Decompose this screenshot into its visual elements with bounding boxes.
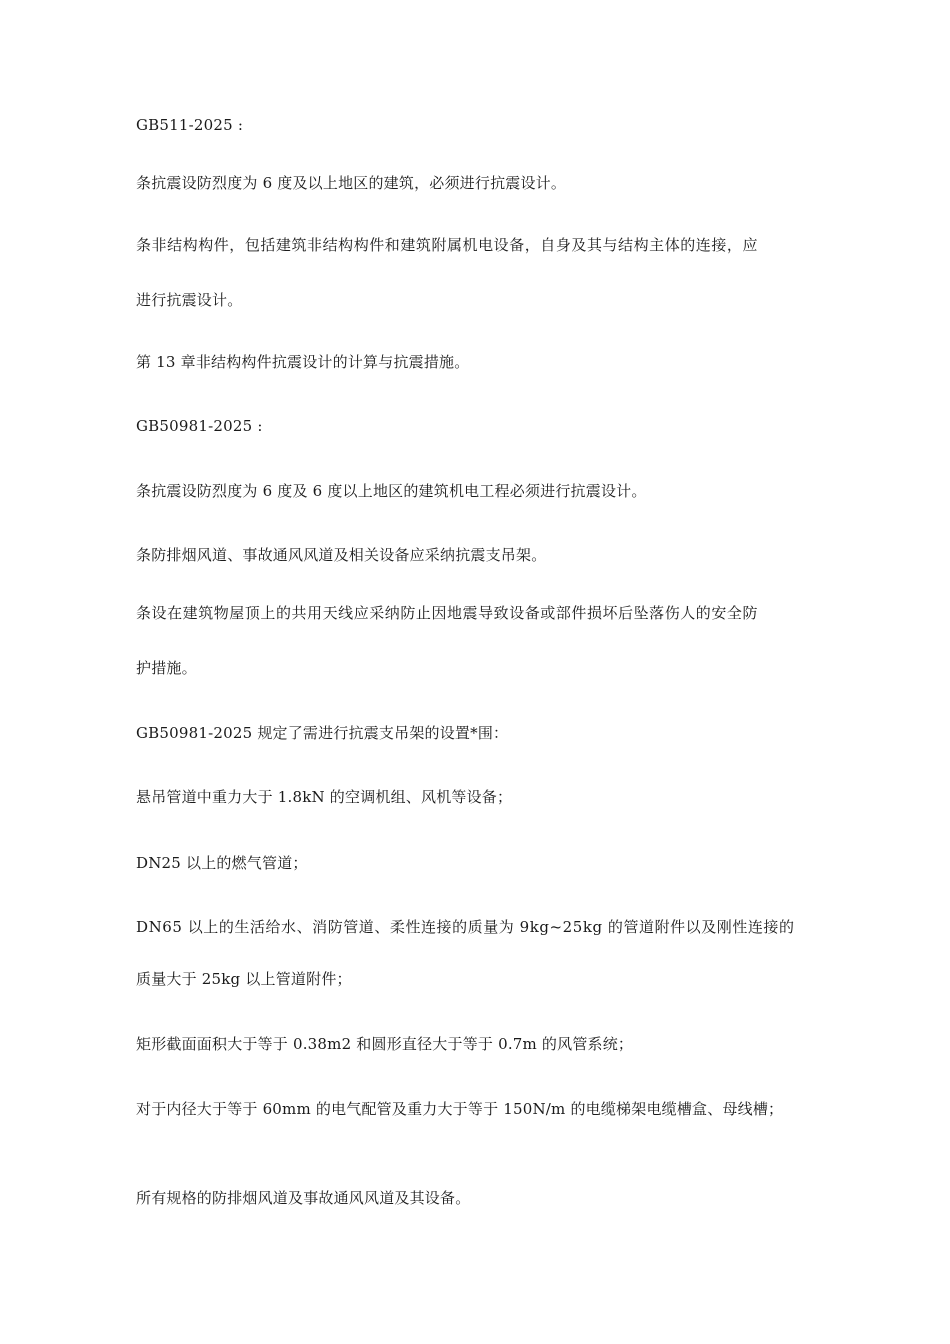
standard-heading-gb50981: GB50981-2025 : bbox=[136, 417, 263, 435]
list-item-continuation: 质量大于 25kg 以上管道附件； bbox=[136, 970, 352, 988]
list-item: 对于内径大于等于 60mm 的电气配管及重力大于等于 150N/m 的电缆梯架电缆槽盒、母线槽； bbox=[136, 1100, 784, 1118]
paragraph-line: 条非结构构件，包括建筑非结构构件和建筑附属机电设备，自身及其与结构主体的连接，应 bbox=[136, 236, 759, 254]
paragraph-line: GB50981-2025 规定了需进行抗震支吊架的设置*围： bbox=[136, 724, 509, 742]
standard-heading-gb511: GB511-2025 : bbox=[136, 116, 244, 134]
paragraph-line: 护措施。 bbox=[136, 659, 197, 677]
paragraph-line: 条抗震设防烈度为 6 度及 6 度以上地区的建筑机电工程必须进行抗震设计。 bbox=[136, 482, 647, 500]
paragraph-line: 条设在建筑物屋顶上的共用天线应采纳防止因地震导致设备或部件损坏后坠落伤人的安全防 bbox=[136, 604, 759, 622]
list-item: DN65 以上的生活给水、消防管道、柔性连接的质量为 9kg~25kg 的管道附件以及刚性连接的 bbox=[136, 918, 795, 936]
list-item: 悬吊管道中重力大于 1.8kN 的空调机组、风机等设备； bbox=[136, 788, 513, 806]
paragraph-line: 条防排烟风道、事故通风风道及相关设备应采纳抗震支吊架。 bbox=[136, 546, 547, 564]
list-item: 所有规格的防排烟风道及事故通风风道及其设备。 bbox=[136, 1189, 471, 1207]
paragraph-line: 条抗震设防烈度为 6 度及以上地区的建筑，必须进行抗震设计。 bbox=[136, 174, 567, 192]
list-item: 矩形截面面积大于等于 0.38m2 和圆形直径大于等于 0.7m 的风管系统； bbox=[136, 1035, 634, 1053]
paragraph-line: 第 13 章非结构构件抗震设计的计算与抗震措施。 bbox=[136, 353, 470, 371]
paragraph-line: 进行抗震设计。 bbox=[136, 291, 243, 309]
list-item: DN25 以上的燃气管道； bbox=[136, 854, 308, 872]
